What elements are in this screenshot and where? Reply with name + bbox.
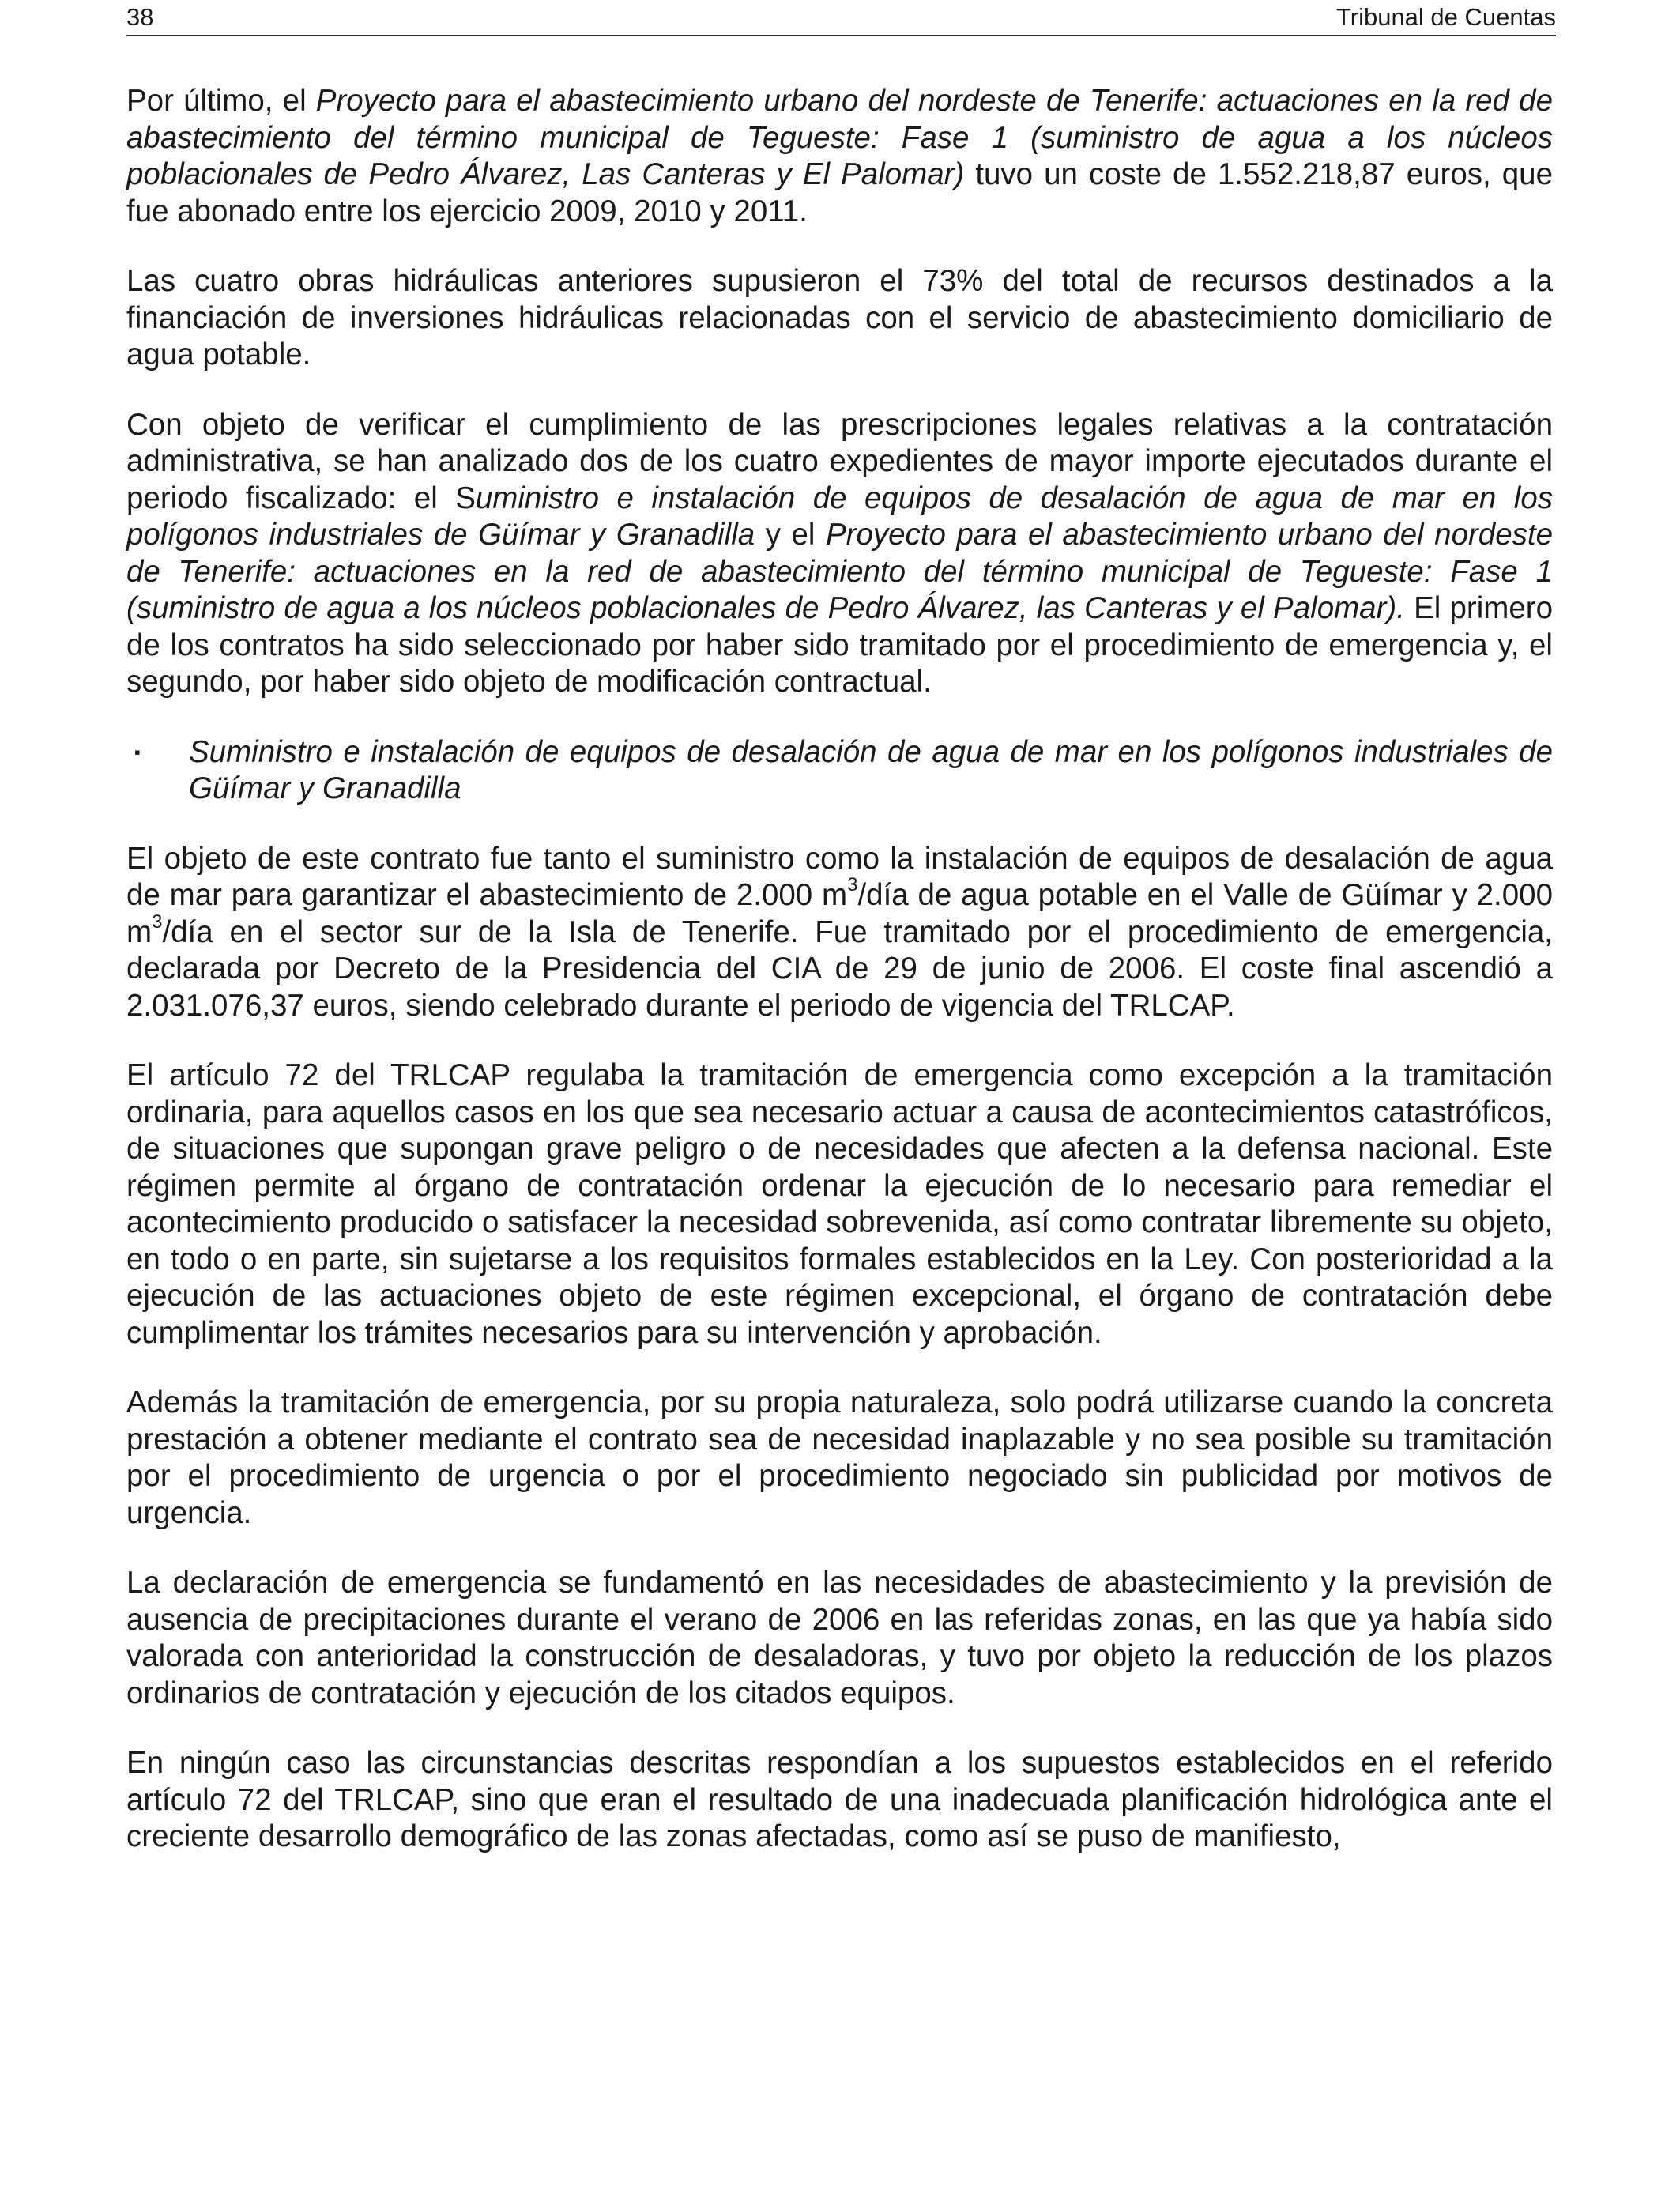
paragraph-4-text-a: El objeto de este contrato fue tanto el suministro como la instalación de equipos de desalación de agua de mar para garantizar el abastecimiento de 2.000 m	[126, 841, 1553, 912]
bullet-marker: ▪	[134, 741, 141, 762]
superscript-1: 3	[847, 874, 858, 896]
paragraph-3-text-a: Con objeto de verificar el cumplimiento de las prescripciones legales relativas a la contratación administrativa, se han analizado dos de los cuatro expedientes de mayor importe ejecutados durante el periodo fiscalizado: el S	[126, 407, 1553, 515]
paragraph-5: El artículo 72 del TRLCAP regulaba la tramitación de emergencia como excepción a la tramitación ordinaria, para aquellos casos en los que sea necesario actuar a causa de acontecimientos catastróficos, de situaciones que supongan grave peligro o de necesidades que afecten a la defensa nacional. Este régimen permite al órgano de contratación ordenar la ejecución de lo necesario para remediar el acontecimiento producido o satisfacer la necesidad sobrevenida, así como contratar libremente su objeto, en todo o en parte, sin sujetarse a los requisitos formales establecidos en la Ley. Con posterioridad a la ejecución de las actuaciones objeto de este régimen excepcional, el órgano de contratación debe cumplimentar los trámites necesarios para su intervención y aprobación.	[126, 1058, 1553, 1350]
paragraph-7: La declaración de emergencia se fundamentó en las necesidades de abastecimiento y la previsión de ausencia de precipitaciones durante el verano de 2006 en las referidas zonas, en las que ya había sido valorada con anterioridad la construcción de desaladoras, y tuvo por objeto la reducción de los plazos ordinarios de contratación y ejecución de los citados equipos.	[126, 1566, 1553, 1710]
paragraph-1	[126, 83, 1553, 230]
paragraph-3-text-c: y el	[755, 518, 826, 552]
paragraph-8: En ningún caso las circunstancias descritas respondían a los supuestos establecidos en el referido artículo 72 del TRLCAP, sino que eran el resultado de una inadecuada planificación hidrológica ante el creciente desarrollo demográfico de las zonas afectadas, como así se puso de manifiesto,	[126, 1746, 1553, 1853]
superscript-2: 3	[152, 910, 163, 933]
paragraph-4-text-b: /día de agua potable en el Valle de Güímar y 2.000 m	[126, 878, 1553, 949]
paragraph-2: Las cuatro obras hidráulicas anteriores supusieron el 73% del total de recursos destinados a la financiación de inversiones hidráulicas relacionadas con el servicio de abastecimiento domiciliario de agua potable.	[126, 264, 1553, 371]
paragraph-3-text-e: El primero de los contratos ha sido seleccionado por haber sido tramitado por el procedimiento de emergencia y, el segundo, por haber sido objeto de modificación contractual.	[126, 591, 1553, 699]
paragraph-3-contract-2-title: Proyecto para el abastecimiento urbano del nordeste de Tenerife: actuaciones en la red de abastecimiento del término municipal de Tegueste: Fase 1 (suministro de agua a los núcleos poblacionales de Pedro Álvarez, las Canteras y el Palomar).	[126, 518, 1553, 625]
bullet-text: Suministro e instalación de equipos de desalación de agua de mar en los polígonos industriales de Güímar y Granadilla	[189, 734, 1553, 805]
document-body	[126, 83, 1553, 1889]
paragraph-4	[126, 841, 1553, 1025]
paragraph-4-text-c: /día en el sector sur de la Isla de Tenerife. Fue tramitado por el procedimiento de emergencia, declarada por Decreto de la Presidencia del CIA de 29 de junio de 2006. El coste final ascendió a 2.031.076,37 euros, siendo celebrado durante el periodo de vigencia del TRLCAP.	[126, 914, 1553, 1023]
paragraph-3	[126, 407, 1553, 701]
paragraph-1-text-c: tuvo un coste de 1.552.218,87 euros, que fue abonado entre los ejercicio 2009, 2010 y 2011.	[126, 157, 1553, 228]
paragraph-3-contract-1-title: uministro e instalación de equipos de desalación de agua de mar en los polígonos industriales de Güímar y Granadilla	[126, 481, 1553, 552]
header-title: Tribunal de Cuentas	[1335, 3, 1556, 31]
page-header	[126, 0, 1556, 36]
paragraph-1-project-title: Proyecto para el abastecimiento urbano del nordeste de Tenerife: actuaciones en la red de abastecimiento del término municipal de Tegueste: Fase 1 (suministro de agua a los núcleos poblacionales de Pedro Álvarez, Las Canteras y El Palomar)	[126, 84, 1553, 191]
paragraph-6: Además la tramitación de emergencia, por su propia naturaleza, solo podrá utilizarse cuando la concreta prestación a obtener mediante el contrato sea de necesidad inaplazable y no sea posible su tramitación por el procedimiento de urgencia o por el procedimiento negociado sin publicidad por motivos de urgencia.	[126, 1385, 1553, 1530]
paragraph-1-text-a: Por último, el	[126, 84, 316, 118]
page-number: 38	[126, 3, 154, 31]
bullet-item	[126, 734, 1553, 808]
